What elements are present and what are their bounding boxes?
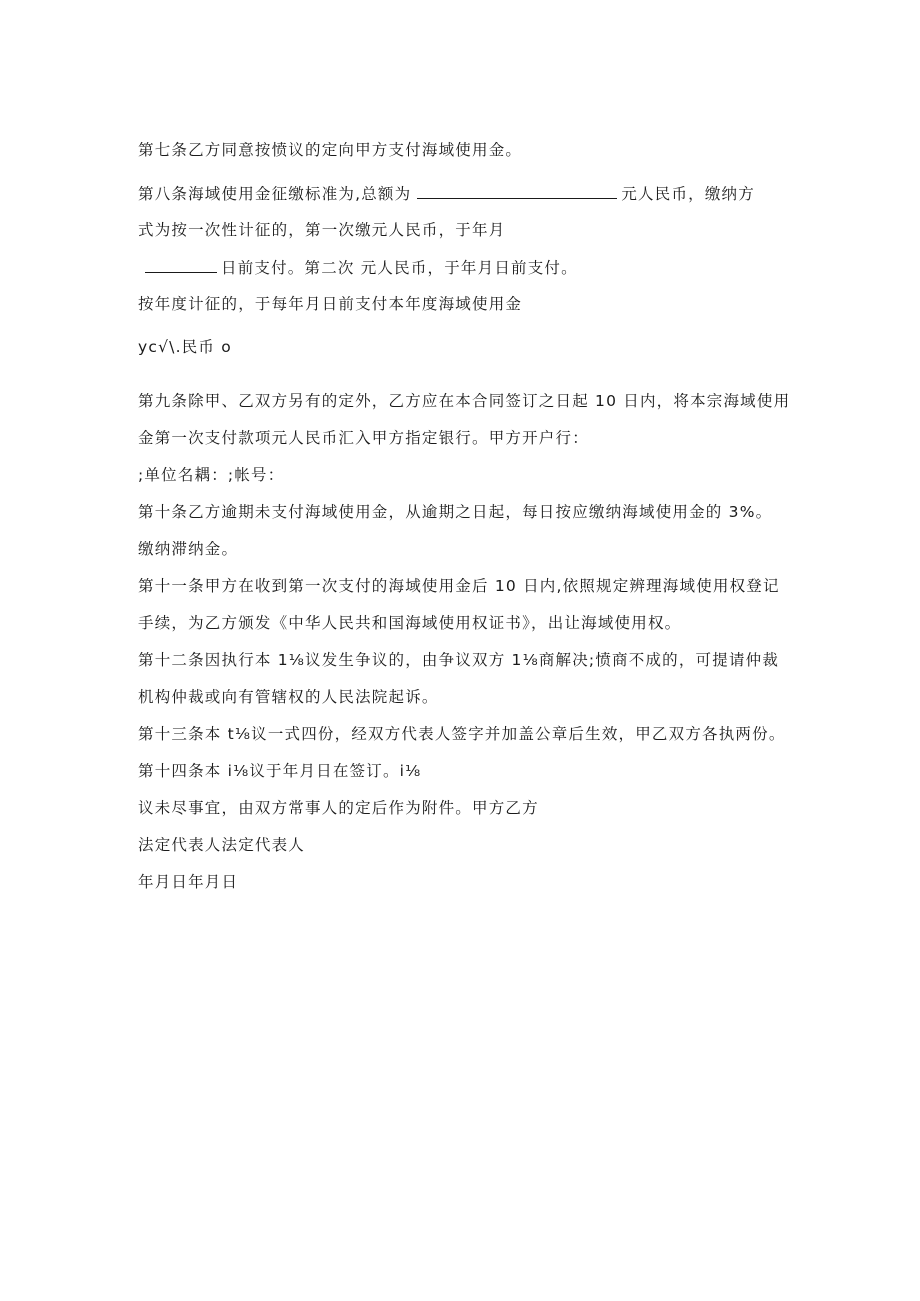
signature-dates: 年月日年月日 [138,873,239,891]
bank-account-line: ;单位名耦：;帐号： [138,466,285,484]
article-8-line-5: yc√\.民币 o [138,338,232,356]
article-9-line-1: 第九条除甲、乙双方另有的定外，乙方应在本合同签订之日起 10 日内，将本宗海域使用 [138,392,791,410]
article-8-text-a: 第八条海域使用金征缴标准为,总额为 [138,185,412,203]
article-8-text-b: 元人民币，缴纳方 [621,185,755,203]
article-8-text-c: 日前支付。第二次 元人民币，于年月日前支付。 [221,259,578,277]
article-8-line-2: 式为按一次性计征的，第一次缴元人民币，于年月 [138,221,506,239]
article-12-line-2: 机构仲裁或向有管辖权的人民法院起诉。 [138,688,439,706]
article-10-line-2: 缴纳滞纳金。 [138,540,239,558]
article-8-line-4: 按年度计征的，于每年月日前支付本年度海域使用金 [138,295,523,313]
article-8-line-3 [145,257,578,278]
article-7: 第七条乙方同意按愤议的定向甲方支付海域使用金。 [138,141,523,159]
article-10-line-1: 第十条乙方逾期未支付海域使用金，从逾期之日起，每日按应缴纳海域使用金的 3%。 [138,503,773,521]
article-8-line-1 [138,183,755,204]
article-14-line-2: 议未尽事宜，由双方常事人的定后作为附件。甲方乙方 [138,799,539,817]
article-12-line-1: 第十二条因执行本 1⅛议发生争议的，由争议双方 1⅛商解决;愤商不成的，可提请仲裁 [138,651,780,669]
signature-representatives: 法定代表人法定代表人 [138,836,306,854]
article-13: 第十三条本 t⅛议一式四份，经双方代表人签字并加盖公章后生效，甲乙双方各执两份。 [138,725,786,743]
amount-blank [417,183,617,199]
article-11-line-2: 手续，为乙方颁发《中华人民共和国海域使用权证书》，出让海域使用权。 [138,614,682,632]
article-9-line-2: 金第一次支付款项元人民币汇入甲方指定银行。甲方开户行： [138,429,589,447]
article-14-line-1: 第十四条本 i⅛议于年月日在签订。i⅛ [138,762,422,780]
article-11-line-1: 第十一条甲方在收到第一次支付的海域使用金后 10 日内,依照规定辨理海域使用权登记 [138,577,780,595]
date-blank [145,257,217,273]
